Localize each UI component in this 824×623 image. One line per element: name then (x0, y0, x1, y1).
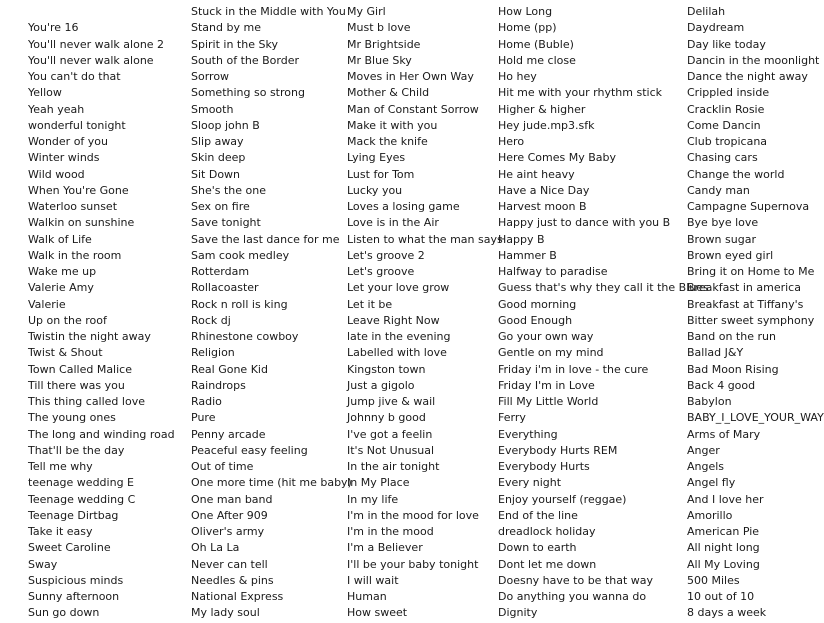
file-item[interactable]: Yeah yeah (28, 102, 85, 116)
file-item[interactable]: Winter winds (28, 151, 100, 165)
file-item[interactable]: 8 days a week (687, 606, 767, 620)
file-item[interactable]: Babylon (687, 395, 732, 408)
file-item[interactable]: Love is in the Air (347, 216, 439, 230)
file-item[interactable]: Waterloo sunset (28, 200, 118, 213)
file-item[interactable]: One more time (hit me baby) (191, 476, 352, 490)
file-item[interactable]: Delilah (687, 5, 726, 18)
file-item[interactable]: I'm in the mood for love (347, 508, 479, 522)
file-item[interactable]: Yellow (28, 86, 62, 100)
file-item[interactable]: Bring it on Home to Me (687, 265, 815, 278)
file-item[interactable]: Teenage wedding C (28, 492, 136, 506)
file-item[interactable]: South of the Border (191, 53, 299, 67)
file-item[interactable]: And I love her (687, 492, 764, 506)
file-item[interactable]: Bye bye love (687, 216, 759, 230)
file-item[interactable]: Sun go down (28, 606, 100, 620)
file-item[interactable]: I'm in the mood (347, 525, 434, 538)
file-item[interactable] (28, 4, 183, 20)
file-item[interactable]: Stuck in the Middle with You (191, 5, 346, 18)
file-item[interactable]: Let your love grow (347, 281, 450, 295)
file-item[interactable]: Let it be (347, 297, 393, 311)
file-column-5 (687, 4, 824, 622)
file-item[interactable]: Higher & higher (498, 102, 586, 116)
file-item[interactable]: All My Loving (687, 557, 760, 571)
file-item[interactable]: Candy man (687, 183, 750, 197)
file-item[interactable]: Angel fly (687, 476, 736, 490)
file-item[interactable]: Fill My Little World (498, 395, 599, 408)
file-item[interactable]: Campagne Supernova (687, 200, 810, 213)
file-item[interactable]: Friday i'm in love - the cure (498, 362, 649, 376)
file-item[interactable]: Friday I'm in Love (498, 378, 595, 392)
file-item[interactable]: Everybody Hurts (498, 460, 590, 473)
file-item[interactable]: Rollacoaster (191, 281, 259, 295)
file-item[interactable]: Something so strong (191, 86, 305, 100)
file-item[interactable]: Mr Brightside (347, 37, 421, 51)
file-item[interactable]: Go your own way (498, 330, 594, 343)
file-column-1 (28, 4, 183, 622)
file-item[interactable]: I'm a Believer (347, 541, 423, 555)
file-item[interactable]: You'll never walk alone (28, 53, 154, 67)
file-item[interactable]: Do anything you wanna do (498, 590, 647, 603)
file-item[interactable]: Chasing cars (687, 151, 758, 165)
file-item[interactable]: Ballad J&Y (687, 346, 744, 360)
file-item[interactable]: Smooth (191, 102, 234, 116)
file-item[interactable]: Hero (498, 135, 525, 148)
file-item[interactable]: Religion (191, 346, 235, 360)
file-item[interactable]: Home (pp) (498, 21, 557, 35)
file-item[interactable]: Daydream (687, 21, 745, 35)
file-item[interactable]: Radio (191, 395, 222, 408)
file-item[interactable]: Hey jude.mp3.sfk (498, 118, 595, 132)
file-item[interactable]: The young ones (28, 411, 116, 425)
file-item[interactable]: Mother & Child (347, 86, 430, 100)
file-item[interactable]: One After 909 (191, 508, 268, 522)
file-item[interactable]: Moves in Her Own Way (347, 70, 474, 83)
file-item[interactable]: Gentle on my mind (498, 346, 604, 360)
file-item[interactable]: teenage wedding E (28, 476, 134, 490)
file-column-3 (347, 4, 503, 622)
file-item[interactable]: Doesny have to be that way (498, 573, 654, 587)
file-item[interactable]: Oliver's army (191, 525, 265, 538)
file-item[interactable]: Twistin the night away (28, 330, 151, 343)
file-item[interactable]: I'll be your baby tonight (347, 557, 479, 571)
file-item[interactable]: Save tonight (191, 216, 261, 230)
file-item[interactable]: Lucky you (347, 183, 403, 197)
file-item[interactable]: Spirit in the Sky (191, 37, 278, 51)
file-item[interactable]: Pure (191, 411, 216, 425)
file-item[interactable]: Walkin on sunshine (28, 216, 135, 230)
file-item[interactable]: 10 out of 10 (687, 590, 755, 603)
file-item[interactable]: I've got a feelin (347, 427, 433, 441)
file-item[interactable]: Sunny afternoon (28, 590, 120, 603)
file-item[interactable]: How sweet (347, 606, 408, 620)
file-item[interactable]: Peaceful easy feeling (191, 443, 308, 457)
file-item[interactable]: Walk of Life (28, 232, 92, 246)
file-item[interactable]: American Pie (687, 525, 760, 538)
file-item[interactable]: 500 Miles (687, 573, 740, 587)
file-item[interactable]: Sorrow (191, 70, 230, 83)
file-item[interactable]: Wonder of you (28, 135, 109, 148)
file-item[interactable]: Amorillo (687, 508, 733, 522)
file-item[interactable]: Till there was you (28, 378, 125, 392)
file-item[interactable]: Everybody Hurts REM (498, 443, 618, 457)
file-item[interactable]: Here Comes My Baby (498, 151, 616, 165)
file-item[interactable]: This thing called love (28, 395, 145, 408)
file-item[interactable]: Ferry (498, 411, 526, 425)
file-item[interactable]: She's the one (191, 183, 266, 197)
file-item[interactable]: It's Not Unusual (347, 443, 435, 457)
file-item[interactable]: Just a gigolo (347, 378, 415, 392)
file-item[interactable]: Everything (498, 427, 558, 441)
file-item[interactable]: Arms of Mary (687, 427, 761, 441)
file-item[interactable]: Day like today (687, 37, 766, 51)
file-item[interactable]: Good morning (498, 297, 577, 311)
file-item[interactable]: Change the world (687, 167, 785, 181)
file-item[interactable]: Halfway to paradise (498, 265, 608, 278)
file-item[interactable]: dreadlock holiday (498, 525, 596, 538)
file-item[interactable]: Sam cook medley (191, 248, 290, 262)
file-item[interactable]: Every night (498, 476, 562, 490)
file-item[interactable]: Home (Buble) (498, 37, 574, 51)
file-item[interactable]: Angels (687, 460, 725, 473)
file-item[interactable]: Ho hey (498, 70, 537, 83)
file-item[interactable]: Twist & Shout (28, 346, 103, 360)
file-item[interactable]: Hit me with your rhythm stick (498, 86, 663, 100)
file-item[interactable]: Sweet Caroline (28, 541, 111, 555)
file-item[interactable]: Hammer B (498, 248, 557, 262)
file-item[interactable]: Take it easy (28, 525, 93, 538)
file-item[interactable]: Town Called Malice (28, 362, 132, 376)
file-item[interactable]: In My Place (347, 476, 410, 490)
file-item[interactable]: Brown eyed girl (687, 248, 774, 262)
file-item[interactable]: Oh La La (191, 541, 240, 555)
file-item[interactable]: Back 4 good (687, 378, 756, 392)
file-item[interactable]: One man band (191, 492, 273, 506)
file-item[interactable]: Lying Eyes (347, 151, 406, 165)
file-item[interactable]: Stand by me (191, 21, 261, 35)
file-item[interactable]: Rhinestone cowboy (191, 330, 299, 343)
file-item[interactable]: Bad Moon Rising (687, 362, 779, 376)
file-item[interactable]: Guess that's why they call it the Blues (498, 281, 709, 295)
file-item[interactable]: My Girl (347, 5, 386, 18)
file-item[interactable]: Brown sugar (687, 232, 756, 246)
file-item[interactable]: Let's groove (347, 265, 415, 278)
file-item[interactable]: Rock n roll is king (191, 297, 288, 311)
file-item[interactable]: Sloop john B (191, 118, 260, 132)
file-item[interactable]: Tell me why (28, 460, 93, 473)
file-item[interactable]: Make it with you (347, 118, 438, 132)
file-item[interactable]: National Express (191, 590, 284, 603)
file-item[interactable]: That'll be the day (28, 443, 125, 457)
file-item[interactable]: Skin deep (191, 151, 246, 165)
file-item[interactable]: Have a Nice Day (498, 183, 590, 197)
file-item[interactable]: Band on the run (687, 330, 776, 343)
file-item[interactable]: Up on the roof (28, 313, 107, 327)
file-item[interactable]: Save the last dance for me (191, 232, 340, 246)
file-item[interactable]: Rotterdam (191, 265, 250, 278)
file-item[interactable]: Breakfast at Tiffany's (687, 297, 804, 311)
file-item[interactable]: All night long (687, 541, 760, 555)
file-item[interactable]: Listen to what the man says (347, 232, 503, 246)
file-item[interactable]: Cracklin Rosie (687, 102, 765, 116)
file-item[interactable]: Rock dj (191, 313, 231, 327)
file-item[interactable]: When You're Gone (28, 183, 129, 197)
file-item[interactable]: Wake me up (28, 265, 97, 278)
file-item[interactable]: Penny arcade (191, 427, 266, 441)
file-item[interactable]: Dancin in the moonlight (687, 53, 820, 67)
file-item[interactable]: Man of Constant Sorrow (347, 102, 479, 116)
file-item[interactable]: I will wait (347, 573, 399, 587)
file-item[interactable]: Jump jive & wail (347, 395, 436, 408)
file-item[interactable]: Hold me close (498, 53, 576, 67)
file-item[interactable]: Dance the night away (687, 70, 808, 83)
file-item[interactable]: Club tropicana (687, 135, 768, 148)
file-item[interactable]: Sex on fire (191, 200, 250, 213)
file-item[interactable]: Valerie (28, 297, 66, 311)
file-item[interactable]: You'll never walk alone 2 (28, 37, 165, 51)
file-item[interactable]: Sway (28, 557, 58, 571)
file-item[interactable]: Needles & pins (191, 573, 274, 587)
file-item[interactable]: Let's groove 2 (347, 248, 425, 262)
file-item[interactable]: Leave Right Now (347, 313, 440, 327)
file-item[interactable]: Sit Down (191, 167, 241, 181)
file-item[interactable]: Teenage Dirtbag (28, 508, 119, 522)
file-item[interactable]: Good Enough (498, 313, 573, 327)
file-item[interactable]: Real Gone Kid (191, 362, 268, 376)
file-item[interactable]: Wild wood (28, 167, 85, 181)
file-item[interactable]: Mr Blue Sky (347, 53, 412, 67)
file-item[interactable]: Harvest moon B (498, 200, 587, 213)
file-item[interactable]: Never can tell (191, 557, 268, 571)
file-column-2 (191, 4, 352, 622)
file-item[interactable]: Slip away (191, 135, 244, 148)
file-item[interactable]: Human (347, 590, 387, 603)
file-item[interactable]: Mack the knife (347, 135, 428, 148)
file-item[interactable]: Dont let me down (498, 557, 597, 571)
file-item[interactable]: Out of time (191, 460, 254, 473)
file-item[interactable]: Crippled inside (687, 86, 770, 100)
file-item[interactable]: Bitter sweet symphony (687, 313, 815, 327)
file-item[interactable]: Breakfast in america (687, 281, 801, 295)
file-item[interactable]: End of the line (498, 508, 578, 522)
file-item[interactable]: Down to earth (498, 541, 577, 555)
file-item[interactable]: BABY_I_LOVE_YOUR_WAY (687, 411, 824, 425)
file-item[interactable]: Suspicious minds (28, 573, 124, 587)
file-item[interactable]: Come Dancin (687, 118, 761, 132)
file-item[interactable]: Anger (687, 443, 720, 457)
file-item[interactable]: Must b love (347, 21, 411, 35)
file-item[interactable]: Enjoy yourself (reggae) (498, 492, 627, 506)
file-item[interactable]: How Long (498, 5, 553, 18)
file-item[interactable]: In my life (347, 492, 399, 506)
file-item[interactable]: Loves a losing game (347, 200, 460, 213)
file-item[interactable]: The long and winding road (28, 427, 175, 441)
file-item[interactable]: Happy B (498, 232, 545, 246)
file-item[interactable]: My lady soul (191, 606, 260, 620)
file-item[interactable]: Kingston town (347, 362, 426, 376)
file-item[interactable]: Labelled with love (347, 346, 447, 360)
file-item[interactable]: Lust for Tom (347, 167, 415, 181)
file-item[interactable]: In the air tonight (347, 460, 440, 473)
file-item[interactable]: Dignity (498, 606, 538, 620)
file-item[interactable]: Walk in the room (28, 248, 122, 262)
file-item[interactable]: You can't do that (28, 70, 121, 83)
file-item[interactable]: Raindrops (191, 378, 246, 392)
file-item[interactable]: late in the evening (347, 330, 451, 343)
file-item[interactable]: He aint heavy (498, 167, 575, 181)
file-item[interactable]: Happy just to dance with you B (498, 216, 671, 230)
file-item[interactable]: You're 16 (28, 21, 79, 35)
file-item[interactable]: wonderful tonight (28, 118, 126, 132)
file-item[interactable]: Johnny b good (347, 411, 426, 425)
file-item[interactable]: Valerie Amy (28, 281, 94, 295)
